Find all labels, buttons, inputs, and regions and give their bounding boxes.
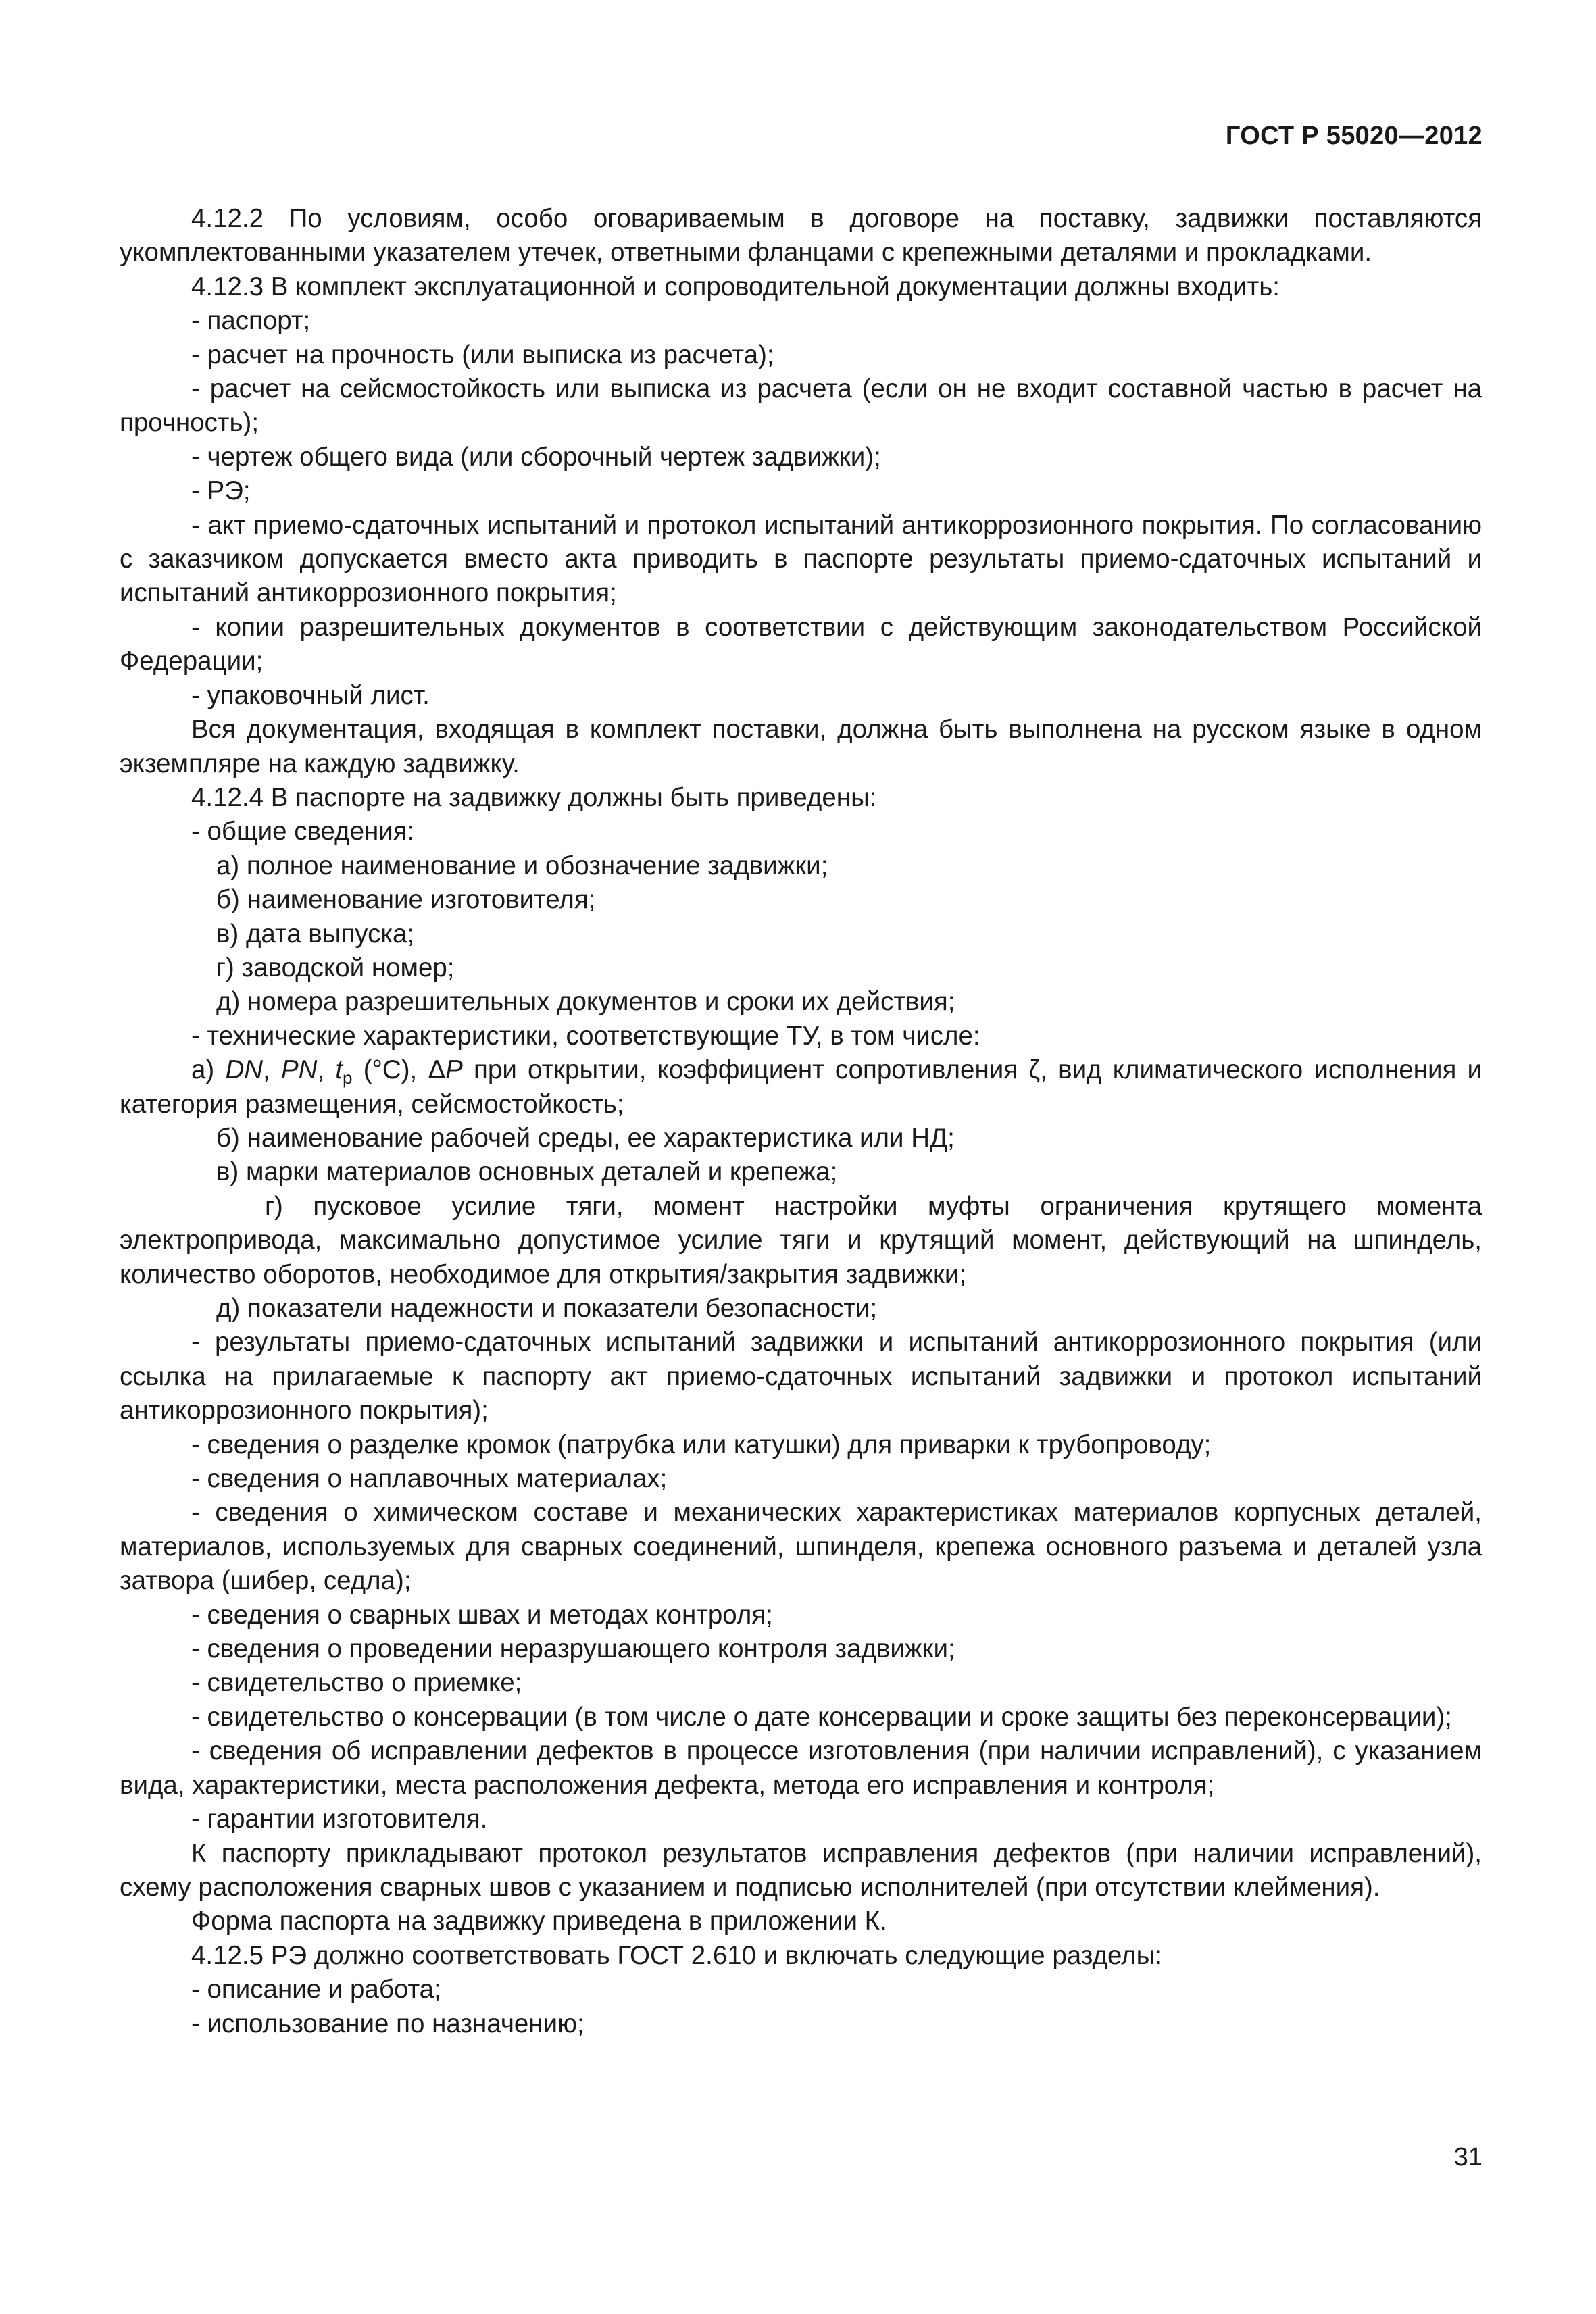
paragraph: Вся документация, входящая в комплект поставки, должна быть выполнена на русском языке в одном экземпляре на каждую задвижку.: [120, 715, 1482, 778]
list-item: - упаковочный лист.: [191, 680, 430, 710]
paragraph: 4.12.3 В комплект эксплуатационной и сопроводительной документации должны входить:: [191, 272, 1280, 301]
item-text: при открытии, коэффициент сопротивления ζ, вид климатического исполнения и категория размещения, сейсмостойкость;: [120, 1055, 1482, 1119]
list-item: - общие сведения:: [191, 817, 415, 847]
sub-item: г) заводской номер;: [216, 953, 455, 982]
list-item: - использование по назначению;: [191, 2009, 584, 2038]
units: (°C),: [352, 1055, 428, 1085]
list-item: - технические характеристики, соответствующие ТУ, в том числе:: [191, 1021, 980, 1051]
document-header: ГОСТ Р 55020—2012: [1225, 122, 1482, 150]
t-symbol: t: [335, 1055, 343, 1085]
t-subscript: р: [343, 1067, 353, 1088]
list-item: - расчет на сейсмостойкость или выписка из расчета (если он не входит составной частью в расчет на прочность);: [120, 374, 1482, 438]
list-item: - сведения о наплавочных материалах;: [191, 1464, 668, 1494]
sub-item: в) марки материалов основных деталей и крепежа;: [216, 1157, 838, 1187]
sub-item: г) пусковое усилие тяги, момент настройки муфты ограничения крутящего момента электропривода, максимально допустимое усилие тяги и крутящий момент, действующий на шпиндель, количество оборотов, необходимое для открытия/закрытия задвижки;: [120, 1191, 1482, 1289]
sub-item: д) показатели надежности и показатели безопасности;: [216, 1294, 878, 1323]
list-item: - сведения о сварных швах и методах контроля;: [191, 1600, 773, 1630]
separator: ,: [317, 1055, 336, 1085]
delta-symbol: Δ: [428, 1055, 446, 1085]
document-body: [120, 202, 1482, 2041]
item-prefix: а): [191, 1055, 226, 1085]
sub-item: а) полное наименование и обозначение задвижки;: [216, 851, 828, 880]
paragraph: 4.12.2 По условиям, особо оговариваемым в договоре на поставку, задвижки поставляются укомплектованными указателем утечек, ответными фланцами с крепежными деталями и прокладками.: [120, 204, 1482, 268]
paragraph: 4.12.5 РЭ должно соответствовать ГОСТ 2.610 и включать следующие разделы:: [191, 1940, 1162, 1970]
paragraph: Форма паспорта на задвижку приведена в приложении К.: [191, 1907, 887, 1936]
list-item: - сведения об исправлении дефектов в процессе изготовления (при наличии исправлений), с указанием вида, характеристики, места расположения дефекта, метода его исправления и контроля;: [120, 1736, 1482, 1800]
page-number: 31: [1453, 2143, 1482, 2171]
paragraph: 4.12.4 В паспорте на задвижку должны быть приведены:: [191, 782, 877, 812]
list-item: - свидетельство о консервации (в том числе о дате консервации и сроке защиты без переконсервации);: [191, 1702, 1452, 1732]
sub-item: б) наименование изготовителя;: [216, 885, 596, 915]
list-item: - результаты приемо-сдаточных испытаний задвижки и испытаний антикоррозионного покрытия (или ссылка на прилагаемые к паспорту акт приемо-сдаточных испытаний задвижки и протокол испытаний антикоррозионного покрытия);: [120, 1328, 1482, 1426]
sub-item: в) дата выпуска;: [216, 919, 415, 949]
list-item: - копии разрешительных документов в соответствии с действующим законодательством Российской Федерации;: [120, 612, 1482, 676]
sub-item: д) номера разрешительных документов и сроки их действия;: [216, 987, 955, 1017]
paragraph: К паспорту прикладывают протокол результатов исправления дефектов (при наличии исправлений), схему расположения сварных швов с указанием и подписью исполнителей (при отсутствии клеймения).: [120, 1838, 1482, 1902]
dn-symbol: DN: [225, 1055, 264, 1085]
list-item: - свидетельство о приемке;: [191, 1668, 522, 1698]
list-item: - акт приемо-сдаточных испытаний и протокол испытаний антикоррозионного покрытия. По согласованию с заказчиком допускается вместо акта приводить в паспорте результаты приемо-сдаточных испытаний и испытаний антикоррозионного покрытия;: [120, 510, 1482, 608]
pn-symbol: PN: [280, 1055, 318, 1085]
list-item: - РЭ;: [191, 476, 251, 506]
list-item: - расчет на прочность (или выписка из расчета);: [191, 340, 774, 370]
list-item: - сведения о разделке кромок (патрубка или катушки) для приварки к трубопроводу;: [191, 1430, 1212, 1459]
list-item: - описание и работа;: [191, 1975, 441, 2005]
list-item: - сведения о проведении неразрушающего контроля задвижки;: [191, 1634, 955, 1664]
p-symbol: P: [445, 1055, 463, 1085]
sub-item: б) наименование рабочей среды, ее характеристика или НД;: [216, 1123, 955, 1153]
separator: ,: [263, 1055, 281, 1085]
list-item: - чертеж общего вида (или сборочный чертеж задвижки);: [191, 442, 881, 472]
list-item: - паспорт;: [191, 306, 311, 336]
tech-item-a: [120, 1053, 1482, 1122]
list-item: - сведения о химическом составе и механических характеристиках материалов корпусных деталей, материалов, используемых для сварных соединений, шпинделя, крепежа основного разъема и деталей узла затвора (шибер, седла);: [120, 1498, 1482, 1596]
list-item: - гарантии изготовителя.: [191, 1805, 488, 1834]
